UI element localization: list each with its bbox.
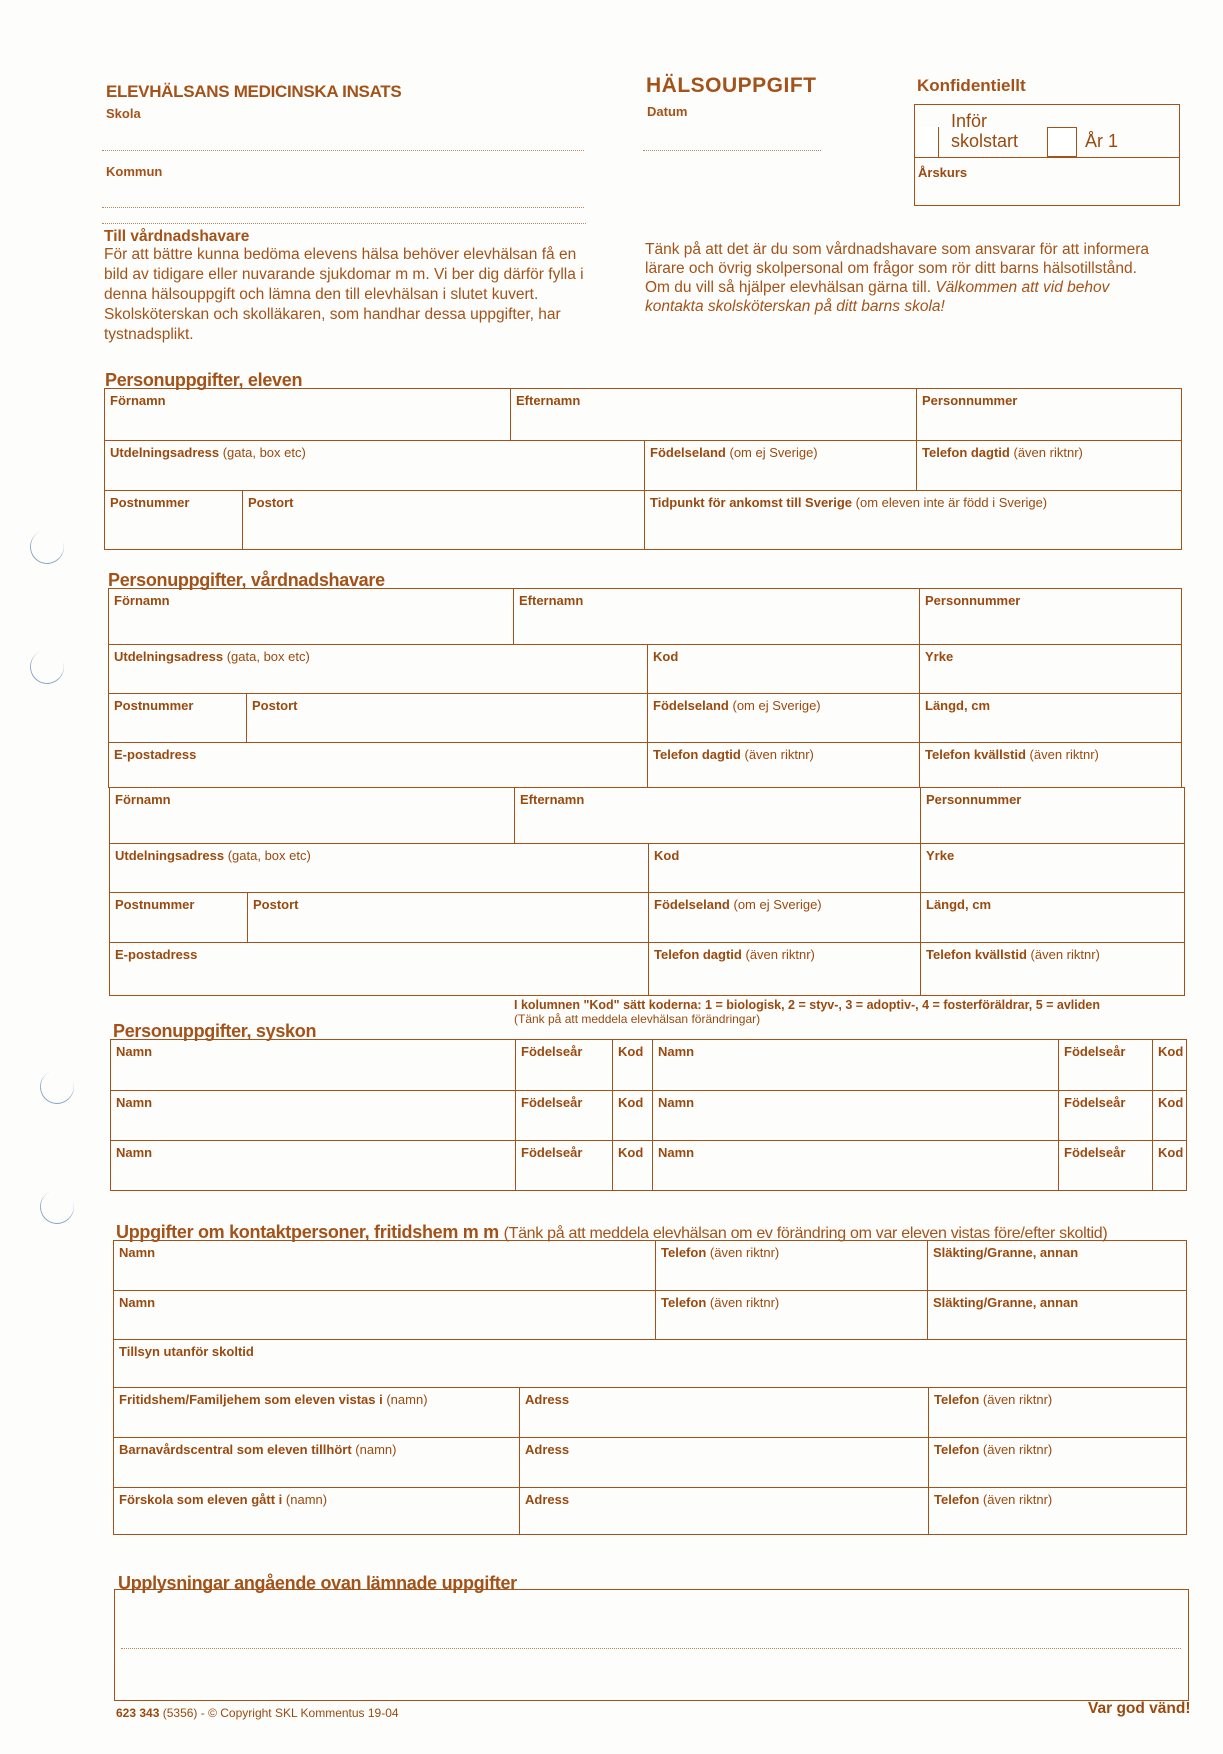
student-first-name[interactable] [104, 388, 510, 440]
guardian-1-phone-day-label [653, 747, 814, 762]
guardian-1-code-label: Kod [653, 649, 679, 664]
sibling-4-birth-year-label: Födelseår [1064, 1095, 1126, 1110]
guardian-1-height[interactable] [919, 693, 1182, 742]
guardian-1-first-name-label: Förnamn [114, 593, 170, 608]
guardian-1-address-hint: (gata, box etc) [226, 649, 310, 664]
child-health-hint: (namn) [355, 1442, 397, 1457]
sibling-5-code[interactable] [612, 1140, 652, 1191]
guardian-1-email-label: E-postadress [114, 747, 197, 762]
contact-2-relation-label: Släkting/Granne, annan [933, 1295, 1079, 1310]
contact-1-name-label: Namn [119, 1245, 156, 1260]
sibling-5-birth-year[interactable] [515, 1140, 612, 1191]
guardian-2-last-name-label: Efternamn [520, 792, 585, 807]
punch-hole-3 [35, 1065, 79, 1109]
contact-2-name-label: Namn [119, 1295, 156, 1310]
school-label: Skola [106, 106, 141, 121]
guardian-2-personal-number-label: Personnummer [926, 792, 1022, 807]
student-address-text: Utdelningsadress [110, 445, 220, 460]
intro-left-text: För att bättre kunna bedöma elevens hälsa behöver elevhälsan få en bild av tidigare eller nuvarande sjukdomar m m. Vi ber dig därför fylla i denna hälsouppgift och lämna den till elevhälsan i slutet kuvert. Skolsköterskan och skolläkaren, som handhar dessa uppgifter, har tystnadsplikt. [104, 246, 584, 343]
date-label: Datum [647, 104, 688, 119]
guardian-2-phone-day[interactable] [648, 942, 920, 995]
sibling-1-birth-year-label: Födelseår [521, 1044, 583, 1059]
sibling-6-name-label: Namn [658, 1145, 695, 1160]
intro-right-italic: Välkommen att vid behov kontakta skolsköterskan på ditt barns skola! [645, 279, 1110, 315]
intro-right [645, 240, 1155, 316]
guardian-2-address-hint: (gata, box etc) [227, 848, 311, 863]
student-phone-day-text: Telefon dagtid [922, 445, 1010, 460]
guardian-2-postal-code-label: Postnummer [115, 897, 195, 912]
after-school-phone-text: Telefon [934, 1392, 980, 1407]
guardian-2-phone-day-hint: (även riktnr) [745, 947, 815, 962]
municipality-line[interactable] [102, 207, 584, 208]
contact-1-name[interactable] [113, 1240, 655, 1290]
guardian-2-address-label [115, 848, 311, 863]
preschool-phone-label [934, 1492, 1052, 1507]
guardian-1-phone-day[interactable] [647, 742, 919, 788]
student-last-name[interactable] [510, 388, 916, 440]
notes-line-1 [121, 1648, 1181, 1649]
after-school-address[interactable] [519, 1387, 928, 1437]
year1-option: År 1 [1085, 131, 1119, 151]
guardian-1-phone-day-hint: (även riktnr) [744, 747, 814, 762]
contact-1-relation-label: Släkting/Granne, annan [933, 1245, 1079, 1260]
guardian-1-city[interactable] [246, 693, 647, 742]
guardian-1-birth-country-hint: (om ej Sverige) [732, 698, 821, 713]
school-start-line-1: Inför [951, 111, 988, 131]
student-arrival-label [650, 495, 1047, 510]
guardian-2-height-label: Längd, cm [926, 897, 992, 912]
contacts-title-hint: (Tänk på att meddela elevhälsan om ev förändring om var eleven vistas före/efter skoltid) [503, 1225, 1108, 1242]
year1-checkbox[interactable] [1047, 127, 1077, 157]
sibling-4-code[interactable] [1152, 1090, 1187, 1140]
student-birth-country-text: Födelseland [650, 445, 726, 460]
guardian-1-first-name[interactable] [108, 588, 513, 644]
sibling-4-code-label: Kod [1158, 1095, 1184, 1110]
sibling-2-name[interactable] [652, 1039, 1058, 1090]
sibling-3-name[interactable] [110, 1090, 515, 1140]
footer-code-number: 623 343 [116, 1706, 160, 1720]
sibling-3-birth-year[interactable] [515, 1090, 612, 1140]
student-arrival[interactable] [644, 490, 1182, 550]
supervision-row[interactable] [113, 1339, 1187, 1387]
guardian-2-address[interactable] [109, 843, 648, 892]
student-section-title: Personuppgifter, eleven [105, 370, 303, 390]
student-birth-country-hint: (om ej Sverige) [729, 445, 818, 460]
preschool-phone-hint: (även riktnr) [982, 1492, 1053, 1507]
guardian-2-birth-country[interactable] [648, 892, 920, 942]
sibling-1-name-label: Namn [116, 1044, 153, 1059]
sibling-4-name[interactable] [652, 1090, 1058, 1140]
sibling-6-birth-year-label: Födelseår [1064, 1145, 1126, 1160]
guardian-section-title: Personuppgifter, vårdnadshavare [108, 570, 385, 590]
guardian-1-grid [108, 588, 1182, 788]
contact-2-phone-hint: (även riktnr) [709, 1295, 780, 1310]
student-address-label [110, 445, 306, 460]
student-grid [104, 388, 1182, 550]
student-address[interactable] [104, 440, 644, 490]
sibling-1-name[interactable] [110, 1039, 515, 1090]
guardian-2-first-name-label: Förnamn [115, 792, 171, 807]
contact-1-phone[interactable] [655, 1240, 927, 1290]
guardian-2-city-label: Postort [253, 897, 299, 912]
after-school-name[interactable] [113, 1387, 519, 1437]
intro-right-text: Tänk på att det är du som vårdnadshavare som ansvarar för att informera lärare och övrig skolpersonal om frågor som rör ditt barns hälsotillstånd. Om du vill så hjälper elevhälsan gärna till. [645, 241, 1149, 296]
intro-heading: Till vårdnadshavare [104, 228, 250, 245]
guardian-1-postal-code-label: Postnummer [114, 698, 194, 713]
sibling-code-note-text: I kolumnen "Kod" sätt koderna: 1 = biologisk, 2 = styv-, 3 = adoptiv-, 4 = fosterföräldrar, 5 = avliden [514, 998, 1100, 1012]
school-line[interactable] [102, 150, 584, 151]
sibling-6-birth-year[interactable] [1058, 1140, 1152, 1191]
guardian-2-birth-country-hint: (om ej Sverige) [733, 897, 822, 912]
footer-code-rest: (5356) - © Copyright SKL Kommentus 19-04 [162, 1706, 399, 1720]
guardian-1-address[interactable] [108, 644, 647, 693]
form-title: HÄLSOUPPGIFT [646, 74, 817, 97]
preschool-phone[interactable] [928, 1487, 1187, 1534]
guardian-1-phone-evening-label [925, 747, 1099, 762]
guardian-2-phone-day-text: Telefon dagtid [654, 947, 742, 962]
sibling-1-birth-year[interactable] [515, 1039, 612, 1090]
contact-1-phone-label [661, 1245, 779, 1260]
guardian-2-phone-evening-text: Telefon kvällstid [926, 947, 1027, 962]
footer-form-code [116, 1706, 399, 1720]
sibling-6-name[interactable] [652, 1140, 1058, 1191]
student-city[interactable] [242, 490, 644, 550]
guardian-1-birth-country-text: Födelseland [653, 698, 729, 713]
contact-2-phone-text: Telefon [661, 1295, 707, 1310]
sibling-3-name-label: Namn [116, 1095, 153, 1110]
guardian-2-phone-evening-label [926, 947, 1100, 962]
after-school-phone[interactable] [928, 1387, 1187, 1437]
after-school-hint: (namn) [386, 1392, 428, 1407]
guardian-2-first-name[interactable] [109, 787, 514, 843]
sibling-code-note-hint: (Tänk på att meddela elevhälsan förändringar) [514, 1012, 761, 1026]
student-personal-number-label: Personnummer [922, 393, 1018, 408]
sibling-3-birth-year-label: Födelseår [521, 1095, 583, 1110]
contacts-grid-1 [113, 1240, 1187, 1340]
preschool-phone-text: Telefon [934, 1492, 980, 1507]
header-divider [102, 223, 586, 224]
guardian-2-code-label: Kod [654, 848, 680, 863]
sibling-1-code[interactable] [612, 1039, 652, 1090]
preschool-hint: (namn) [285, 1492, 328, 1507]
sibling-4-name-label: Namn [658, 1095, 695, 1110]
guardian-2-postal-code[interactable] [109, 892, 247, 942]
grade-box [914, 104, 1180, 206]
child-health-address-label: Adress [525, 1442, 570, 1457]
siblings-grid [110, 1039, 1187, 1191]
student-address-hint: (gata, box etc) [222, 445, 306, 460]
guardian-2-occupation-label: Yrke [926, 848, 955, 863]
guardian-1-phone-evening-text: Telefon kvällstid [925, 747, 1026, 762]
sibling-5-name[interactable] [110, 1140, 515, 1191]
after-school-phone-label [934, 1392, 1052, 1407]
sibling-6-code-label: Kod [1158, 1145, 1184, 1160]
sibling-3-code-label: Kod [618, 1095, 644, 1110]
preschool-text: Förskola som eleven gått i [119, 1492, 283, 1507]
child-health-text: Barnavårdscentral som eleven tillhört [119, 1442, 352, 1457]
guardian-2-phone-day-label [654, 947, 815, 962]
contact-1-relation[interactable] [927, 1240, 1187, 1290]
contact-1-phone-text: Telefon [661, 1245, 707, 1260]
guardian-1-address-label [114, 649, 310, 664]
student-phone-hint: (även riktnr) [1013, 445, 1083, 460]
sibling-2-birth-year-label: Födelseår [1064, 1044, 1126, 1059]
student-postal-code-label: Postnummer [110, 495, 190, 510]
after-school-phone-hint: (även riktnr) [982, 1392, 1053, 1407]
after-school-address-label: Adress [525, 1392, 570, 1407]
student-first-name-label: Förnamn [110, 393, 166, 408]
contact-2-phone[interactable] [655, 1290, 927, 1340]
child-health-phone-label [934, 1442, 1052, 1457]
child-health-address[interactable] [519, 1437, 928, 1487]
guardian-1-phone-day-text: Telefon dagtid [653, 747, 741, 762]
sibling-5-code-label: Kod [618, 1145, 644, 1160]
notes-box[interactable] [114, 1589, 1189, 1701]
sibling-code-note [514, 998, 1174, 1026]
guardian-2-code[interactable] [648, 843, 920, 892]
guardian-1-birth-country[interactable] [647, 693, 919, 742]
contacts-title-text: Uppgifter om kontaktpersoner, fritidshem m m [116, 1222, 499, 1242]
guardian-2-email[interactable] [109, 942, 648, 995]
sibling-2-code-label: Kod [1158, 1044, 1184, 1059]
municipality-label: Kommun [106, 164, 163, 179]
guardian-1-personal-number-label: Personnummer [925, 593, 1021, 608]
student-arrival-text: Tidpunkt för ankomst till Sverige [650, 495, 853, 510]
contacts-grid-2 [113, 1340, 1187, 1535]
punch-hole-1 [25, 525, 69, 569]
child-health-phone-hint: (även riktnr) [982, 1442, 1053, 1457]
org-title: ELEVHÄLSANS MEDICINSKA INSATS [106, 82, 402, 101]
guardian-2-birth-country-label [654, 897, 822, 912]
siblings-section-title: Personuppgifter, syskon [113, 1021, 317, 1041]
student-arrival-hint: (om eleven inte är född i Sverige) [855, 495, 1048, 510]
school-start-checkbox[interactable] [917, 127, 939, 157]
guardian-1-code[interactable] [647, 644, 919, 693]
guardian-1-last-name-label: Efternamn [519, 593, 584, 608]
student-phone-day[interactable] [916, 440, 1182, 490]
contact-1-phone-hint: (även riktnr) [709, 1245, 780, 1260]
student-personal-number[interactable] [916, 388, 1182, 440]
grade-divider [915, 157, 1179, 158]
date-line[interactable] [643, 150, 821, 151]
guardian-2-grid [109, 788, 1185, 996]
punch-hole-2 [25, 645, 69, 689]
guardian-1-birth-country-label [653, 698, 821, 713]
guardian-2-email-label: E-postadress [115, 947, 198, 962]
child-health-phone[interactable] [928, 1437, 1187, 1487]
sibling-5-birth-year-label: Födelseår [521, 1145, 583, 1160]
contact-2-phone-label [661, 1295, 779, 1310]
guardian-1-height-label: Längd, cm [925, 698, 991, 713]
contact-2-name[interactable] [113, 1290, 655, 1340]
guardian-1-postal-code[interactable] [108, 693, 246, 742]
student-last-name-label: Efternamn [516, 393, 581, 408]
guardian-1-phone-evening[interactable] [919, 742, 1182, 788]
guardian-1-occupation[interactable] [919, 644, 1182, 693]
sibling-3-code[interactable] [612, 1090, 652, 1140]
guardian-1-city-label: Postort [252, 698, 298, 713]
guardian-2-last-name[interactable] [514, 787, 920, 843]
guardian-2-personal-number[interactable] [920, 787, 1185, 843]
guardian-1-last-name[interactable] [513, 588, 919, 644]
after-school-text: Fritidshem/Familjehem som eleven vistas i [119, 1392, 383, 1407]
child-health-name[interactable] [113, 1437, 519, 1487]
guardian-2-occupation[interactable] [920, 843, 1185, 892]
guardian-1-occupation-label: Yrke [925, 649, 954, 664]
guardian-2-phone-evening[interactable] [920, 942, 1185, 995]
turn-over-note: Var god vänd! [1088, 1700, 1191, 1717]
supervision-label: Tillsyn utanför skoltid [119, 1344, 254, 1359]
student-phone-day-label [922, 445, 1083, 460]
sibling-5-name-label: Namn [116, 1145, 153, 1160]
guardian-1-address-text: Utdelningsadress [114, 649, 224, 664]
sibling-1-code-label: Kod [618, 1044, 644, 1059]
grade-label: Årskurs [918, 165, 968, 180]
guardian-2-height[interactable] [920, 892, 1185, 942]
sibling-2-code[interactable] [1152, 1039, 1187, 1090]
student-birth-country-label [650, 445, 818, 460]
guardian-1-personal-number[interactable] [919, 588, 1182, 644]
preschool-label [119, 1492, 327, 1507]
guardian-2-city[interactable] [247, 892, 648, 942]
sibling-4-birth-year[interactable] [1058, 1090, 1152, 1140]
guardian-1-phone-evening-hint: (även riktnr) [1029, 747, 1099, 762]
preschool-address-label: Adress [525, 1492, 570, 1507]
student-city-label: Postort [248, 495, 294, 510]
guardian-2-phone-evening-hint: (även riktnr) [1030, 947, 1100, 962]
punch-hole-4 [35, 1185, 79, 1229]
contact-2-relation[interactable] [927, 1290, 1187, 1340]
guardian-2-address-text: Utdelningsadress [115, 848, 225, 863]
notes-section-title: Upplysningar angående ovan lämnade uppgifter [118, 1573, 517, 1593]
confidential-label: Konfidentiellt [917, 76, 1026, 95]
guardian-1-email[interactable] [108, 742, 647, 788]
student-birth-country[interactable] [644, 440, 916, 490]
student-postal-code[interactable] [104, 490, 242, 550]
after-school-label [119, 1392, 428, 1407]
preschool-name[interactable] [113, 1487, 519, 1534]
sibling-2-name-label: Namn [658, 1044, 695, 1059]
guardian-2-birth-country-text: Födelseland [654, 897, 730, 912]
preschool-address[interactable] [519, 1487, 928, 1534]
child-health-label [119, 1442, 396, 1457]
child-health-phone-text: Telefon [934, 1442, 980, 1457]
sibling-6-code[interactable] [1152, 1140, 1187, 1191]
sibling-2-birth-year[interactable] [1058, 1039, 1152, 1090]
school-start-option [951, 111, 1018, 151]
school-start-line-2: skolstart [951, 131, 1019, 151]
